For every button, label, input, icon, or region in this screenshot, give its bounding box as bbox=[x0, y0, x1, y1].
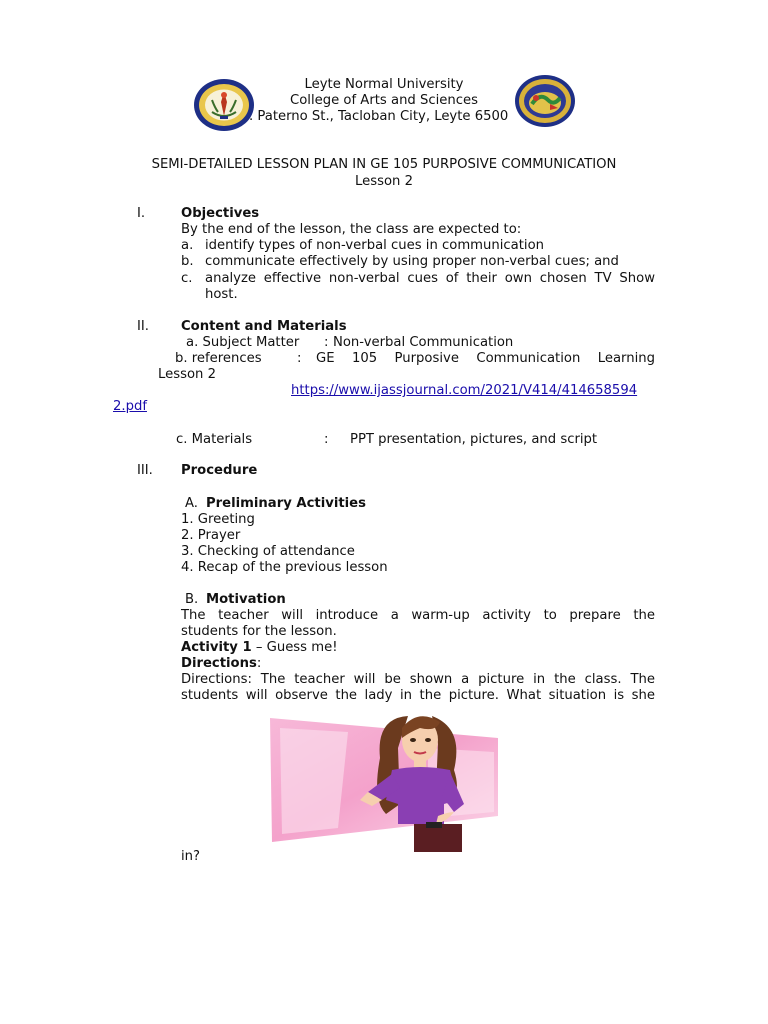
lesson-number: Lesson 2 bbox=[355, 174, 413, 189]
materials-colon: : bbox=[324, 432, 329, 447]
objective-c-continued: host. bbox=[205, 287, 238, 302]
objective-b-text: communicate effectively by using proper non-verbal cues; and bbox=[205, 254, 619, 269]
directions-text-end: in? bbox=[181, 849, 201, 864]
directions-heading: Directions: bbox=[181, 656, 262, 671]
ref-word: Communication bbox=[476, 351, 581, 366]
subsection-b-heading: Motivation bbox=[206, 592, 286, 607]
references-continued: Lesson 2 bbox=[158, 367, 216, 382]
materials-label: c. Materials bbox=[176, 432, 253, 447]
university-name: Leyte Normal University bbox=[304, 77, 464, 92]
reference-link[interactable]: https://www.ijassjournal.com/2021/V414/414658594 bbox=[291, 383, 638, 398]
subsection-a-heading: Preliminary Activities bbox=[206, 496, 366, 511]
section-2-number: II. bbox=[137, 319, 149, 334]
objective-c-letter: c. bbox=[181, 271, 193, 286]
directions-text: Directions: The teacher will be shown a picture in the class. The bbox=[181, 672, 655, 687]
lesson-plan-title: SEMI-DETAILED LESSON PLAN IN GE 105 PURPOSIVE COMMUNICATION bbox=[151, 157, 617, 172]
objective-a-letter: a. bbox=[181, 238, 194, 253]
subsection-b-letter: B. bbox=[185, 592, 199, 607]
reference-link-continued[interactable]: 2.pdf bbox=[113, 399, 147, 414]
lady-illustration bbox=[268, 708, 500, 852]
section-3-heading: Procedure bbox=[181, 463, 258, 478]
preliminary-item: 4. Recap of the previous lesson bbox=[181, 560, 388, 575]
ref-word: GE bbox=[316, 351, 335, 366]
objective-b-letter: b. bbox=[181, 254, 194, 269]
motivation-text-continued: students for the lesson. bbox=[181, 624, 337, 639]
objective-c-text: analyze effective non-verbal cues of their own chosen TV Show bbox=[205, 271, 655, 286]
subject-matter-colon: : bbox=[324, 335, 329, 350]
section-3-number: III. bbox=[137, 463, 153, 478]
subsection-a-letter: A. bbox=[185, 496, 198, 511]
objectives-intro: By the end of the lesson, the class are expected to: bbox=[181, 222, 522, 237]
objective-a-text: identify types of non-verbal cues in communication bbox=[205, 238, 544, 253]
references-colon: : bbox=[297, 351, 302, 366]
references-label: b. references bbox=[175, 351, 262, 366]
references-value bbox=[316, 351, 655, 367]
motivation-text: The teacher will introduce a warm-up activity to prepare the bbox=[181, 608, 655, 623]
section-1-heading: Objectives bbox=[181, 206, 260, 221]
section-2-heading: Content and Materials bbox=[181, 319, 347, 334]
subject-matter-label: a. Subject Matter bbox=[186, 335, 300, 350]
materials-value: PPT presentation, pictures, and script bbox=[350, 432, 598, 447]
ref-word: 105 bbox=[351, 351, 378, 366]
activity-1-title: Activity 1 – Guess me! bbox=[181, 640, 338, 655]
ref-word: Learning bbox=[597, 351, 655, 366]
ref-word: Purposive bbox=[394, 351, 459, 366]
college-name: College of Arts and Sciences bbox=[290, 93, 478, 108]
section-1-number: I. bbox=[137, 206, 146, 221]
university-address: . Paterno St., Tacloban City, Leyte 6500 bbox=[249, 109, 509, 124]
preliminary-item: 3. Checking of attendance bbox=[181, 544, 355, 559]
subject-matter-value: Non-verbal Communication bbox=[333, 335, 514, 350]
directions-text-continued: students will observe the lady in the picture. What situation is she bbox=[181, 688, 655, 703]
preliminary-item: 1. Greeting bbox=[181, 512, 255, 527]
preliminary-item: 2. Prayer bbox=[181, 528, 241, 543]
